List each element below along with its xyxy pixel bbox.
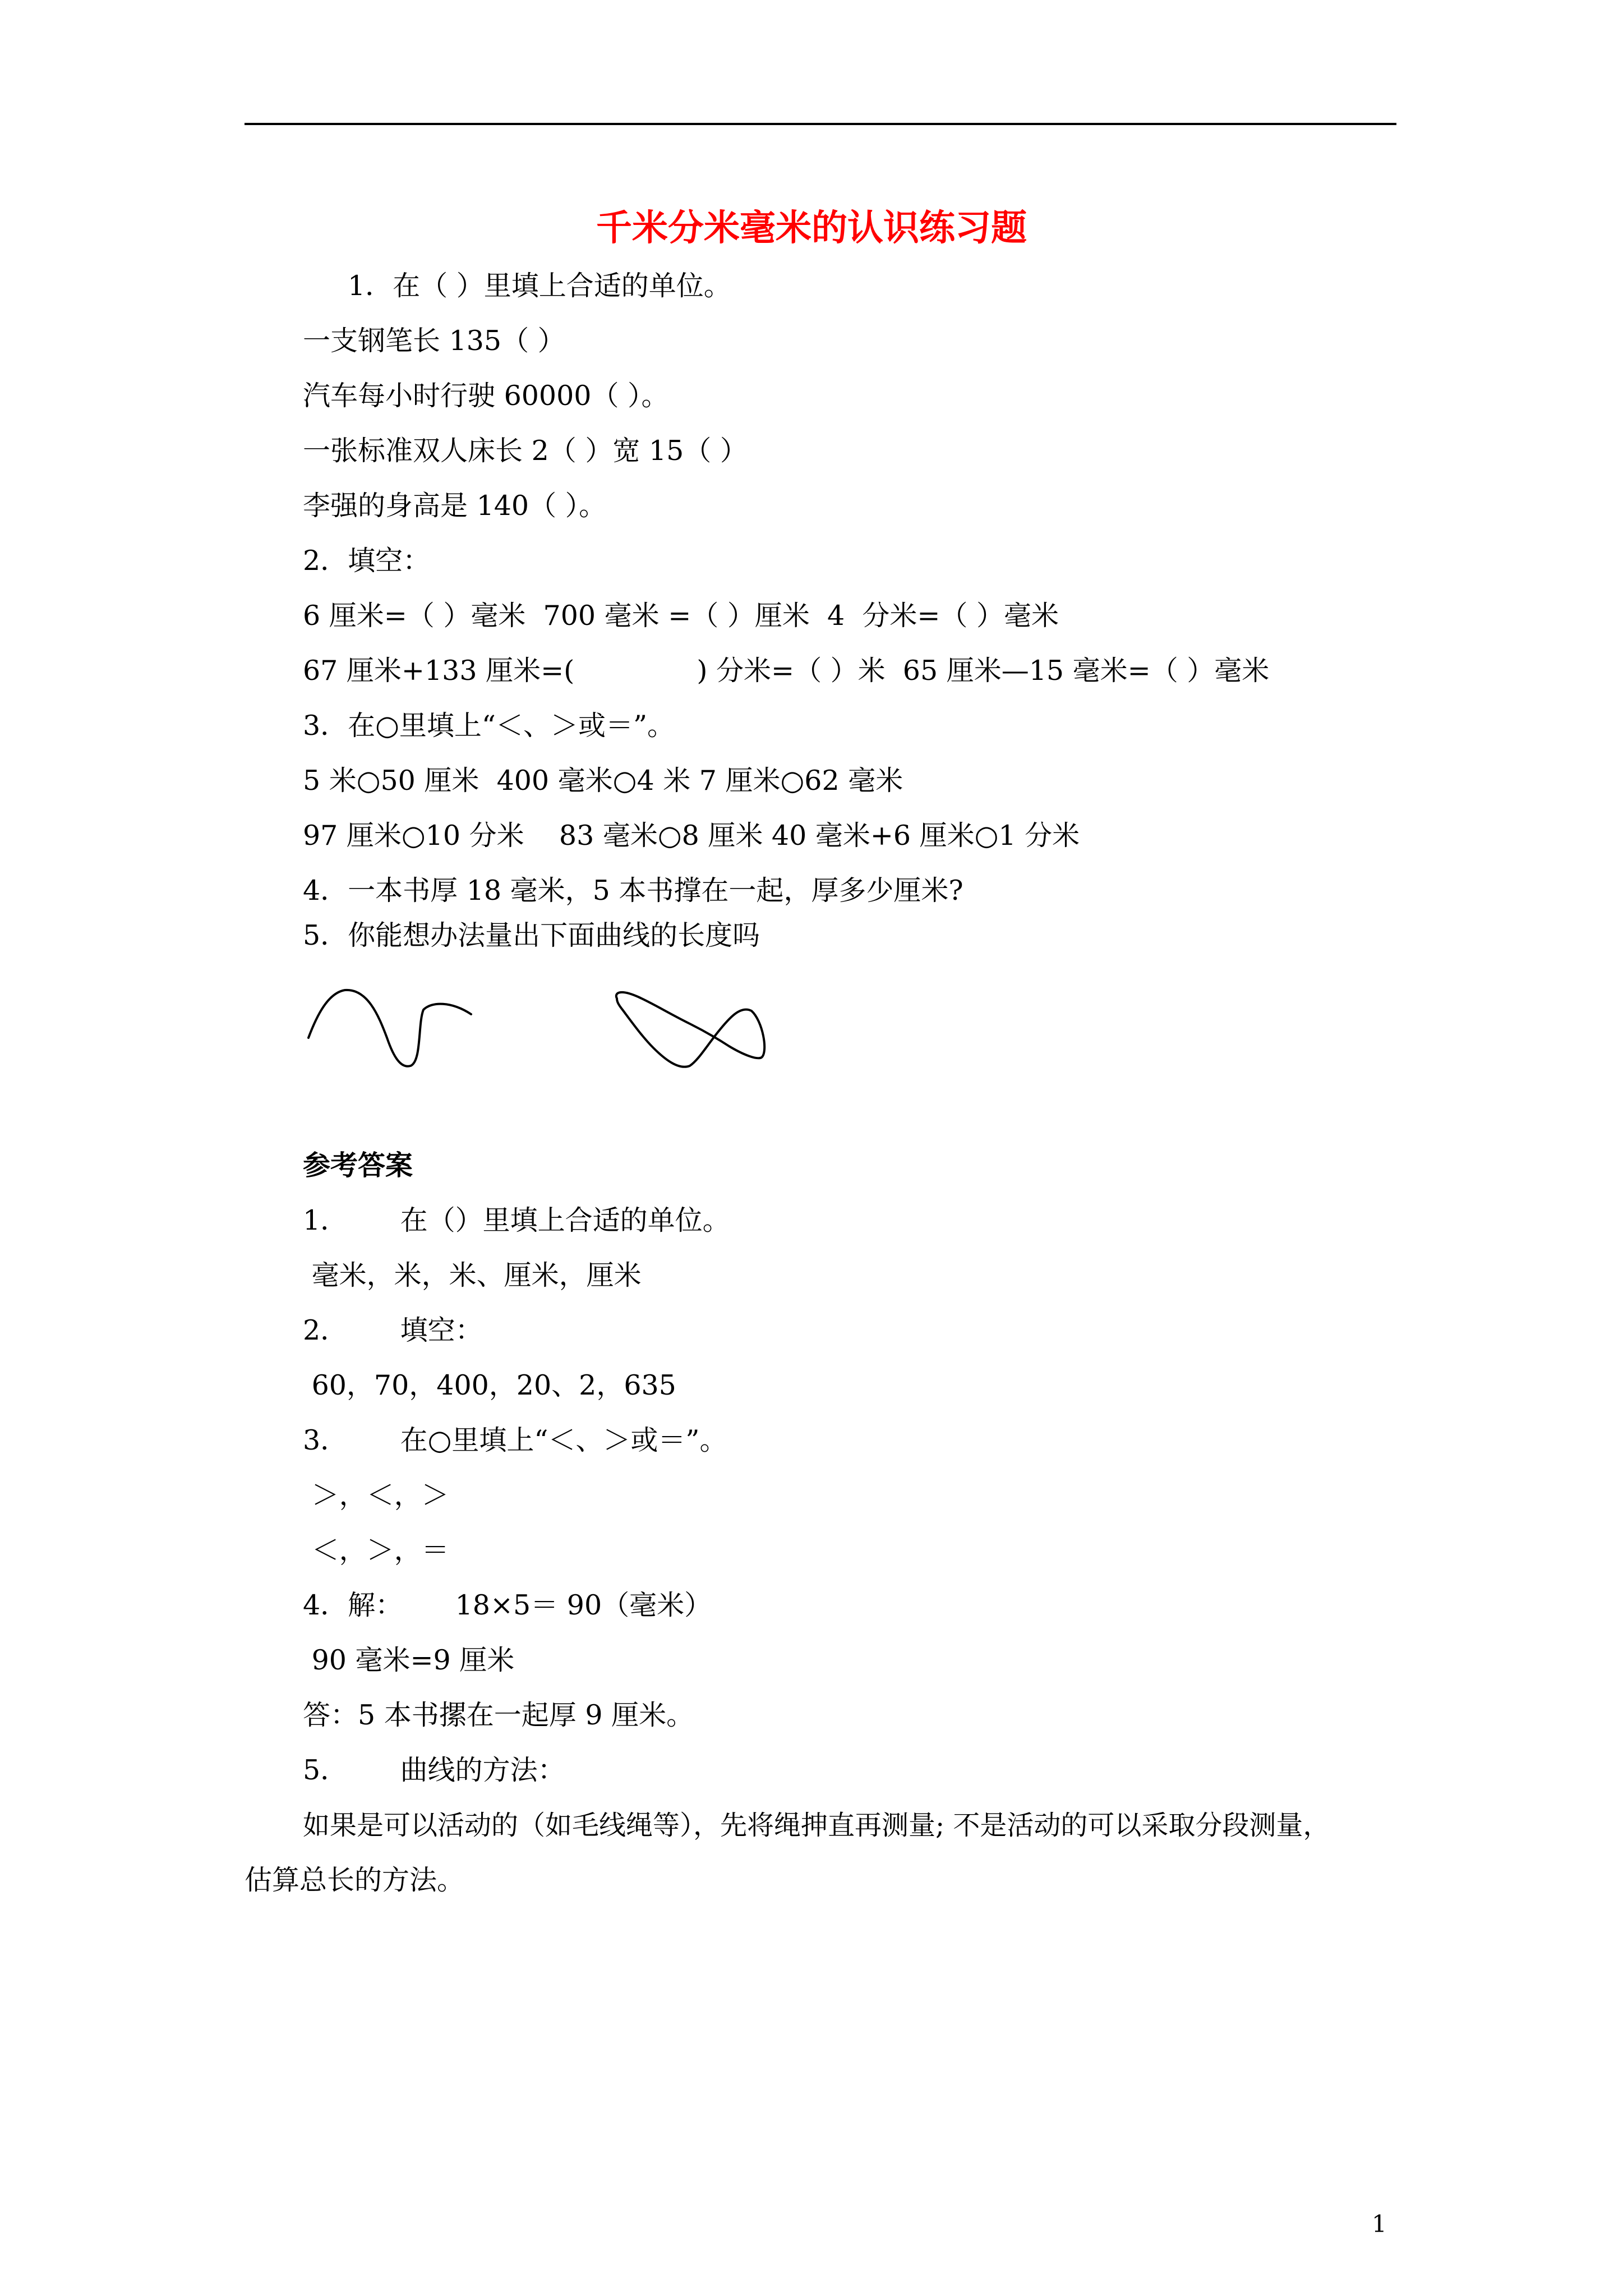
header-rule	[245, 123, 1396, 125]
question-1-title: 1．在（ ）里填上合适的单位。	[348, 270, 731, 302]
question-1-item-c: 一张标准双人床长 2（ ）宽 15（ ）	[303, 435, 748, 467]
answer-4-line-2: 90 毫米=9 厘米	[303, 1644, 515, 1676]
answer-3-line-1: ＞，＜，＞	[303, 1479, 449, 1511]
answer-1-body: 毫米，米，米、厘米，厘米	[303, 1259, 642, 1291]
answer-5-body-line-2: 估算总长的方法。	[245, 1864, 465, 1896]
answer-4-title: 4．解： 18×5＝ 90（毫米）	[303, 1589, 712, 1621]
wave-curve	[308, 990, 471, 1066]
question-1-item-d: 李强的身高是 140（ ）。	[303, 490, 607, 522]
question-1-item-a: 一支钢笔长 135（ ）	[303, 325, 565, 357]
answer-5-title: 5． 曲线的方法：	[303, 1754, 565, 1786]
answer-3-line-2: ＜，＞，＝	[303, 1534, 449, 1566]
answer-4-line-3: 答：5 本书摞在一起厚 9 厘米。	[303, 1699, 694, 1731]
question-1-item-b: 汽车每小时行驶 60000（ ）。	[303, 380, 669, 412]
loop-curve	[616, 992, 764, 1067]
question-3-line-a: 5 米○50 厘米 400 毫米○4 米 7 厘米○62 毫米	[303, 765, 903, 797]
page-title: 千米分米毫米的认识练习题	[596, 208, 1027, 249]
answer-2-title: 2． 填空：	[303, 1314, 483, 1346]
answers-heading: 参考答案	[303, 1149, 413, 1181]
question-5: 5．你能想办法量出下面曲线的长度吗	[303, 919, 760, 951]
answer-2-body: 60，70，400，20、2，635	[303, 1369, 676, 1401]
answer-5-body-line-1: 如果是可以活动的（如毛线绳等），先将绳抻直再测量; 不是活动的可以采取分段测量，	[303, 1810, 1330, 1841]
question-3-line-b: 97 厘米○10 分米 83 毫米○8 厘米 40 毫米+6 厘米○1 分米	[303, 820, 1080, 852]
question-2-line-a: 6 厘米=（ ）毫米 700 毫米 =（ ）厘米 4 分米=（ ）毫米	[303, 600, 1059, 632]
question-2-title: 2．填空：	[303, 545, 431, 577]
question-4: 4．一本书厚 18 毫米，5 本书撑在一起，厚多少厘米?	[303, 875, 963, 907]
answer-3-title: 3． 在○里填上“＜、＞或＝”。	[303, 1424, 727, 1456]
answer-1-title: 1． 在（）里填上合适的单位。	[303, 1204, 730, 1236]
page-number: 1	[1372, 2210, 1387, 2238]
curves-figure	[303, 976, 785, 1083]
question-3-title: 3．在○里填上“＜、＞或＝”。	[303, 710, 675, 742]
question-2-line-b: 67 厘米+133 厘米=( ) 分米=（ ）米 65 厘米—15 毫米=（ ）毫米	[303, 655, 1270, 687]
